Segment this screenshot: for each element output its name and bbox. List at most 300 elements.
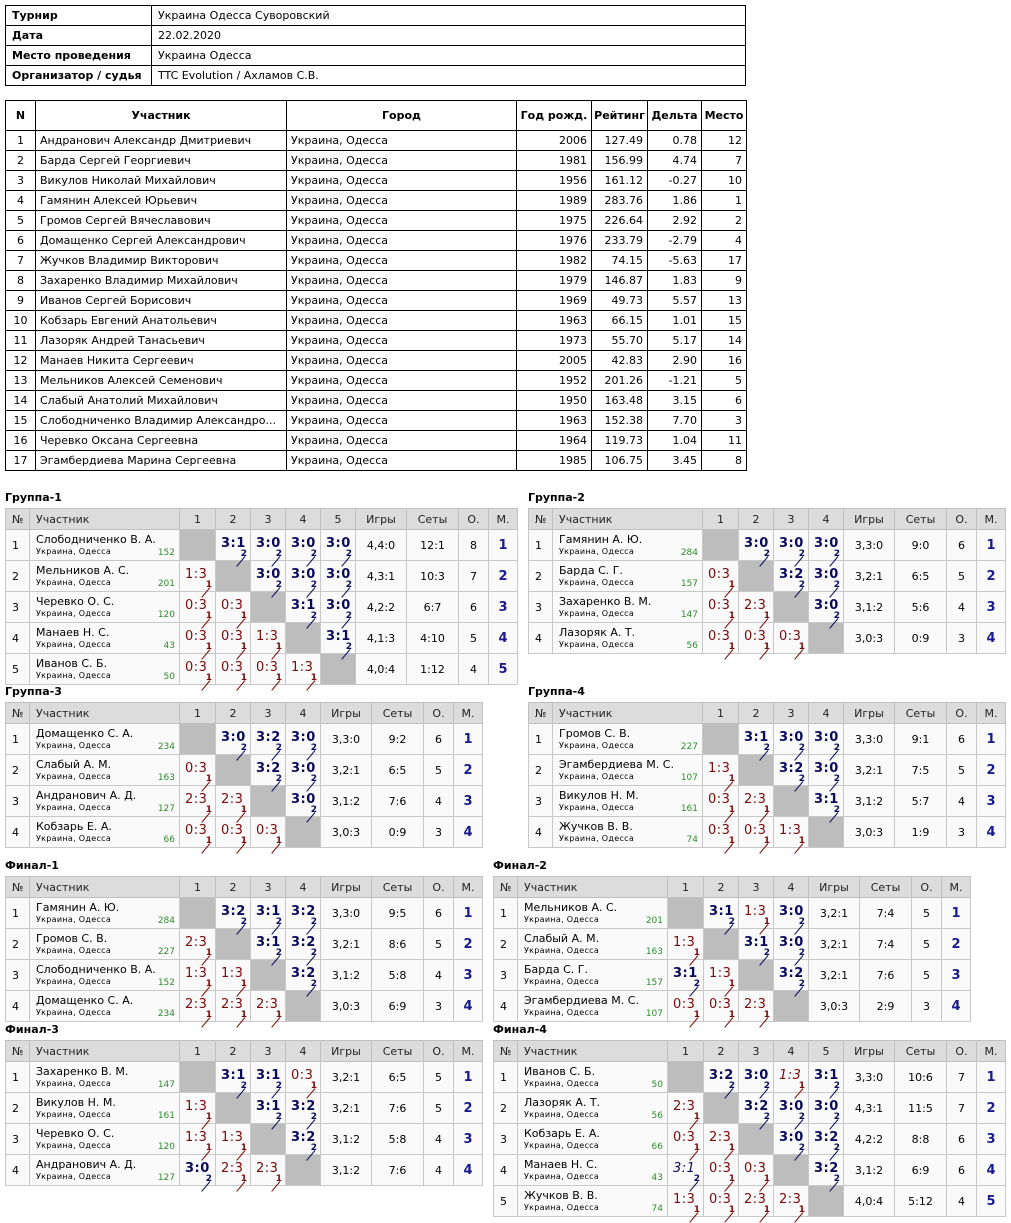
score-box [739, 898, 773, 928]
match-points: 1 [240, 611, 247, 621]
row-number: 3 [529, 786, 553, 817]
table-row [6, 411, 747, 431]
score-box [739, 1155, 773, 1185]
header-name: Участник [553, 703, 703, 724]
sets-value: 5:12 [895, 1186, 947, 1217]
player-rating: 50 [163, 672, 175, 682]
table-cell: 1973 [517, 331, 592, 351]
score-box [774, 530, 808, 560]
player-name: Андранович А. Д. [36, 789, 137, 802]
match-score [286, 561, 321, 592]
player-cell [30, 991, 180, 1022]
player-rating: 147 [680, 610, 698, 620]
player-city: Украина, Одесса [36, 977, 112, 986]
self-cell [180, 530, 216, 561]
info-row [6, 26, 746, 46]
score-value: 2:3 [779, 1192, 802, 1207]
match-score [216, 623, 251, 654]
points-value: 7 [459, 561, 489, 592]
score-value: 0:3 [221, 598, 244, 613]
score-value: 0:3 [709, 997, 732, 1012]
table-cell: 0.78 [648, 131, 702, 151]
score-value: 0:3 [291, 1068, 314, 1083]
score-box [180, 1124, 215, 1154]
table-cell: 161.12 [592, 171, 648, 191]
player-rating: 157 [645, 978, 663, 988]
table-cell: Украина, Одесса [287, 291, 517, 311]
column-header: N [6, 101, 36, 131]
score-value: 0:3 [185, 823, 208, 838]
match-score [668, 1093, 704, 1124]
info-value: Украина Одесса [152, 46, 746, 66]
player-rating: 56 [686, 641, 698, 651]
table-cell: 106.75 [592, 451, 648, 471]
points-value: 5 [424, 1062, 454, 1093]
sets-value: 10:3 [407, 561, 459, 592]
self-cell [809, 1186, 844, 1217]
match-points: 1 [728, 580, 735, 590]
score-box [809, 755, 843, 785]
match-score [251, 991, 286, 1022]
score-value: 0:3 [221, 660, 244, 675]
self-cell [180, 1062, 216, 1093]
player-rating: 74 [651, 1204, 663, 1214]
player-cell [518, 898, 668, 929]
header-place: М. [977, 509, 1006, 530]
table-cell: 7 [702, 151, 747, 171]
place-value: 3 [454, 1124, 483, 1155]
match-score [286, 592, 321, 623]
player-cell [553, 592, 703, 623]
score-value: 3:2 [291, 1130, 316, 1145]
sets-value: 12:1 [407, 530, 459, 561]
match-points: 2 [310, 805, 317, 815]
group-row [494, 1186, 1006, 1217]
score-value: 1:3 [291, 660, 314, 675]
score-box [180, 991, 215, 1021]
score-box [774, 724, 808, 754]
score-box [216, 654, 250, 684]
match-points: 2 [275, 580, 282, 590]
place-value: 5 [977, 1186, 1006, 1217]
match-points: 1 [693, 1143, 700, 1153]
self-cell [180, 898, 216, 929]
match-score [704, 1124, 739, 1155]
sets-value: 8:6 [372, 929, 424, 960]
score-value: 1:3 [185, 1099, 208, 1114]
match-points: 1 [240, 805, 247, 815]
match-points: 2 [345, 611, 352, 621]
table-row [6, 191, 747, 211]
match-score [251, 1062, 286, 1093]
table-cell: Украина, Одесса [287, 131, 517, 151]
table-cell: 146.87 [592, 271, 648, 291]
score-value: 0:3 [673, 1130, 696, 1145]
score-value: 3:1 [256, 935, 281, 950]
player-cell [518, 1062, 668, 1093]
score-box [286, 1062, 320, 1092]
sets-value: 6:9 [372, 991, 424, 1022]
player-city: Украина, Одесса [36, 578, 112, 587]
row-number: 1 [6, 724, 30, 755]
player-name: Черевко О. С. [36, 1127, 115, 1140]
score-box [251, 561, 285, 591]
score-value: 3:1 [673, 1161, 696, 1176]
header-opponent: 2 [216, 509, 251, 530]
header-opponent: 3 [251, 703, 286, 724]
score-value: 3:0 [814, 567, 839, 582]
score-box [703, 755, 738, 785]
match-points: 1 [693, 1010, 700, 1020]
score-value: 3:2 [814, 1130, 839, 1145]
table-cell: 5.17 [648, 331, 702, 351]
player-city: Украина, Одесса [559, 834, 635, 843]
match-score [739, 530, 774, 561]
score-box [703, 817, 738, 847]
header-points: О. [947, 509, 977, 530]
header-opponent: 1 [180, 703, 216, 724]
header-opponent: 4 [286, 703, 321, 724]
row-number: 1 [494, 1062, 518, 1093]
sets-value: 0:9 [372, 817, 424, 848]
match-points: 1 [205, 1010, 212, 1020]
header-opponent: 2 [216, 703, 251, 724]
match-score [251, 724, 286, 755]
column-header: Рейтинг [592, 101, 648, 131]
group-row [6, 1155, 483, 1186]
score-value: 3:2 [291, 1099, 316, 1114]
self-cell [809, 623, 844, 654]
match-points: 1 [275, 1010, 282, 1020]
points-value: 5 [424, 755, 454, 786]
match-score [286, 786, 321, 817]
score-value: 3:0 [256, 567, 281, 582]
table-cell: 201.26 [592, 371, 648, 391]
score-value: 2:3 [185, 935, 208, 950]
match-points: 1 [205, 642, 212, 652]
score-value: 3:0 [326, 598, 351, 613]
match-points: 1 [763, 805, 770, 815]
place-value: 4 [489, 623, 518, 654]
table-cell: 2.90 [648, 351, 702, 371]
player-name: Домащенко С. А. [36, 994, 134, 1007]
player-city: Украина, Одесса [559, 578, 635, 587]
row-number: 1 [494, 898, 518, 929]
match-score [216, 1124, 251, 1155]
row-number: 1 [529, 530, 553, 561]
score-box [739, 623, 773, 653]
match-score [216, 898, 251, 929]
score-box [739, 786, 773, 816]
player-city: Украина, Одесса [524, 1141, 600, 1150]
match-score [739, 1093, 774, 1124]
player-name: Слободниченко В. А. [36, 963, 156, 976]
score-box [251, 929, 285, 959]
player-rating: 157 [680, 579, 698, 589]
score-value: 0:3 [185, 598, 208, 613]
score-value: 3:0 [814, 536, 839, 551]
points-value: 4 [424, 960, 454, 991]
header-opponent: 2 [739, 509, 774, 530]
match-score [704, 991, 739, 1022]
score-box [286, 654, 320, 684]
score-value: 1:3 [779, 823, 802, 838]
score-box [774, 929, 808, 959]
place-value: 1 [942, 898, 971, 929]
table-cell: Украина, Одесса [287, 411, 517, 431]
header-place: М. [942, 877, 971, 898]
header-opponent: 1 [180, 509, 216, 530]
table-row [6, 131, 747, 151]
match-score [216, 786, 251, 817]
header-games: Игры [844, 1041, 895, 1062]
match-points: 1 [798, 642, 805, 652]
match-score [251, 654, 286, 685]
group-row [6, 755, 483, 786]
player-cell [30, 623, 180, 654]
sets-value: 6:9 [895, 1155, 947, 1186]
match-score [286, 530, 321, 561]
table-cell: 16 [702, 351, 747, 371]
match-score [739, 991, 774, 1022]
player-name: Домащенко С. А. [36, 727, 134, 740]
score-value: 2:3 [744, 792, 767, 807]
place-value: 3 [977, 592, 1006, 623]
match-score [286, 654, 321, 685]
table-cell: 2 [702, 211, 747, 231]
match-points: 2 [310, 948, 317, 958]
table-row [6, 291, 747, 311]
points-value: 8 [459, 530, 489, 561]
player-rating: 163 [645, 947, 663, 957]
table-cell: Украина, Одесса [287, 251, 517, 271]
score-value: 3:2 [709, 1068, 734, 1083]
match-score [809, 561, 844, 592]
match-points: 2 [798, 917, 805, 927]
games-value: 3,2:1 [809, 929, 860, 960]
row-number: 4 [494, 1155, 518, 1186]
place-value: 1 [977, 530, 1006, 561]
self-cell [739, 755, 774, 786]
match-points: 1 [205, 580, 212, 590]
table-cell: 11 [702, 431, 747, 451]
player-cell [518, 1093, 668, 1124]
header-opponent: 2 [704, 877, 739, 898]
row-number: 3 [494, 960, 518, 991]
row-number: 2 [494, 1093, 518, 1124]
match-score [704, 1155, 739, 1186]
match-points: 2 [240, 549, 247, 559]
match-points: 1 [240, 979, 247, 989]
match-points: 2 [310, 580, 317, 590]
score-value: 3:0 [779, 1130, 804, 1145]
match-score [216, 960, 251, 991]
header-opponent: 3 [774, 703, 809, 724]
match-points: 2 [310, 743, 317, 753]
score-box [739, 929, 773, 959]
header-opponent: 5 [321, 509, 356, 530]
games-value: 3,0:3 [809, 991, 860, 1022]
group-row [529, 623, 1006, 654]
score-value: 3:1 [256, 904, 281, 919]
place-value: 4 [454, 991, 483, 1022]
score-box [809, 1155, 843, 1185]
score-box [321, 592, 355, 622]
column-header: Город [287, 101, 517, 131]
games-value: 3,3:0 [844, 1062, 895, 1093]
table-cell: 1.83 [648, 271, 702, 291]
row-number: 3 [494, 1124, 518, 1155]
match-score [286, 1062, 321, 1093]
match-points: 2 [798, 774, 805, 784]
table-cell: 1 [702, 191, 747, 211]
group-row [6, 929, 483, 960]
score-value: 3:0 [291, 730, 316, 745]
group-header-row [6, 703, 483, 724]
row-number: 4 [6, 817, 30, 848]
score-box [286, 898, 320, 928]
score-box [704, 1155, 738, 1185]
match-score [180, 654, 216, 685]
player-name: Мельников А. С. [524, 901, 618, 914]
score-box [774, 755, 808, 785]
table-cell: Украина, Одесса [287, 151, 517, 171]
match-score [809, 1155, 844, 1186]
table-cell: 74.15 [592, 251, 648, 271]
group-row [529, 786, 1006, 817]
score-box [703, 592, 738, 622]
table-cell: Барда Сергей Георгиевич [36, 151, 287, 171]
table-cell: Эгамбердиева Марина Сергеевна [36, 451, 287, 471]
score-box [739, 592, 773, 622]
player-name: Слободниченко В. А. [36, 533, 156, 546]
table-cell: 1 [6, 131, 36, 151]
group-row [6, 960, 483, 991]
self-cell [774, 786, 809, 817]
match-points: 1 [205, 948, 212, 958]
match-score [703, 623, 739, 654]
table-cell: 5.57 [648, 291, 702, 311]
games-value: 4,4:0 [356, 530, 407, 561]
score-value: 3:0 [221, 730, 246, 745]
match-score [321, 623, 356, 654]
player-city: Украина, Одесса [559, 640, 635, 649]
match-score [286, 1093, 321, 1124]
place-value: 4 [942, 991, 971, 1022]
player-cell [553, 623, 703, 654]
table-cell: 1.86 [648, 191, 702, 211]
match-score [774, 561, 809, 592]
place-value: 3 [977, 786, 1006, 817]
score-value: 0:3 [744, 1161, 767, 1176]
player-city: Украина, Одесса [524, 1172, 600, 1181]
player-rating: 284 [680, 548, 698, 558]
match-score [286, 960, 321, 991]
header-games: Игры [321, 703, 372, 724]
group-row [494, 898, 971, 929]
sets-value: 2:9 [860, 991, 912, 1022]
table-row [6, 451, 747, 471]
place-value: 2 [977, 561, 1006, 592]
match-points: 2 [275, 549, 282, 559]
player-rating: 201 [157, 579, 175, 589]
table-cell: 3.45 [648, 451, 702, 471]
group-title: Группа-1 [5, 491, 62, 504]
info-value: TTC Evolution / Ахламов С.В. [152, 66, 746, 86]
sets-value: 5:8 [372, 960, 424, 991]
player-city: Украина, Одесса [36, 741, 112, 750]
header-opponent: 2 [216, 877, 251, 898]
match-score [774, 1093, 809, 1124]
group-row [494, 1062, 1006, 1093]
points-value: 5 [912, 929, 942, 960]
score-value: 3:1 [744, 730, 769, 745]
score-value: 3:1 [256, 1099, 281, 1114]
match-points: 1 [205, 774, 212, 784]
score-box [251, 1093, 285, 1123]
table-cell: 1963 [517, 311, 592, 331]
player-cell [30, 929, 180, 960]
player-cell [30, 817, 180, 848]
match-points: 1 [205, 1112, 212, 1122]
place-value: 3 [977, 1124, 1006, 1155]
player-city: Украина, Одесса [36, 915, 112, 924]
score-value: 3:0 [291, 536, 316, 551]
player-name: Эгамбердиева М. С. [559, 758, 674, 771]
participants-table [5, 100, 747, 471]
score-box [774, 898, 808, 928]
match-score [774, 1186, 809, 1217]
player-cell [518, 929, 668, 960]
player-name: Кобзарь Е. А. [36, 820, 112, 833]
table-cell: Андранович Александр Дмитриевич [36, 131, 287, 151]
score-box [739, 817, 773, 847]
match-score [809, 530, 844, 561]
table-cell: Мельников Алексей Семенович [36, 371, 287, 391]
place-value: 1 [489, 530, 518, 561]
match-score [774, 898, 809, 929]
player-cell [30, 1062, 180, 1093]
group-table [528, 702, 1006, 848]
match-score [286, 724, 321, 755]
player-city: Украина, Одесса [524, 915, 600, 924]
table-cell: 66.15 [592, 311, 648, 331]
player-cell [30, 960, 180, 991]
player-name: Гамянин А. Ю. [559, 533, 643, 546]
group-title: Финал-2 [493, 859, 547, 872]
score-box [668, 1155, 703, 1185]
header-no: № [494, 877, 518, 898]
table-cell: 1.04 [648, 431, 702, 451]
player-name: Захаренко В. М. [559, 595, 652, 608]
row-number: 4 [6, 623, 30, 654]
group-row [494, 929, 971, 960]
points-value: 7 [947, 1093, 977, 1124]
match-score [739, 786, 774, 817]
player-name: Громов С. В. [36, 932, 108, 945]
match-points: 1 [763, 1205, 770, 1215]
score-value: 0:3 [708, 792, 731, 807]
player-city: Украина, Одесса [36, 946, 112, 955]
table-cell: 14 [6, 391, 36, 411]
place-value: 1 [977, 724, 1006, 755]
table-cell: 10 [6, 311, 36, 331]
score-box [809, 530, 843, 560]
group-row [529, 530, 1006, 561]
score-box [251, 991, 285, 1021]
table-cell: 3 [6, 171, 36, 191]
score-value: 2:3 [709, 1130, 732, 1145]
